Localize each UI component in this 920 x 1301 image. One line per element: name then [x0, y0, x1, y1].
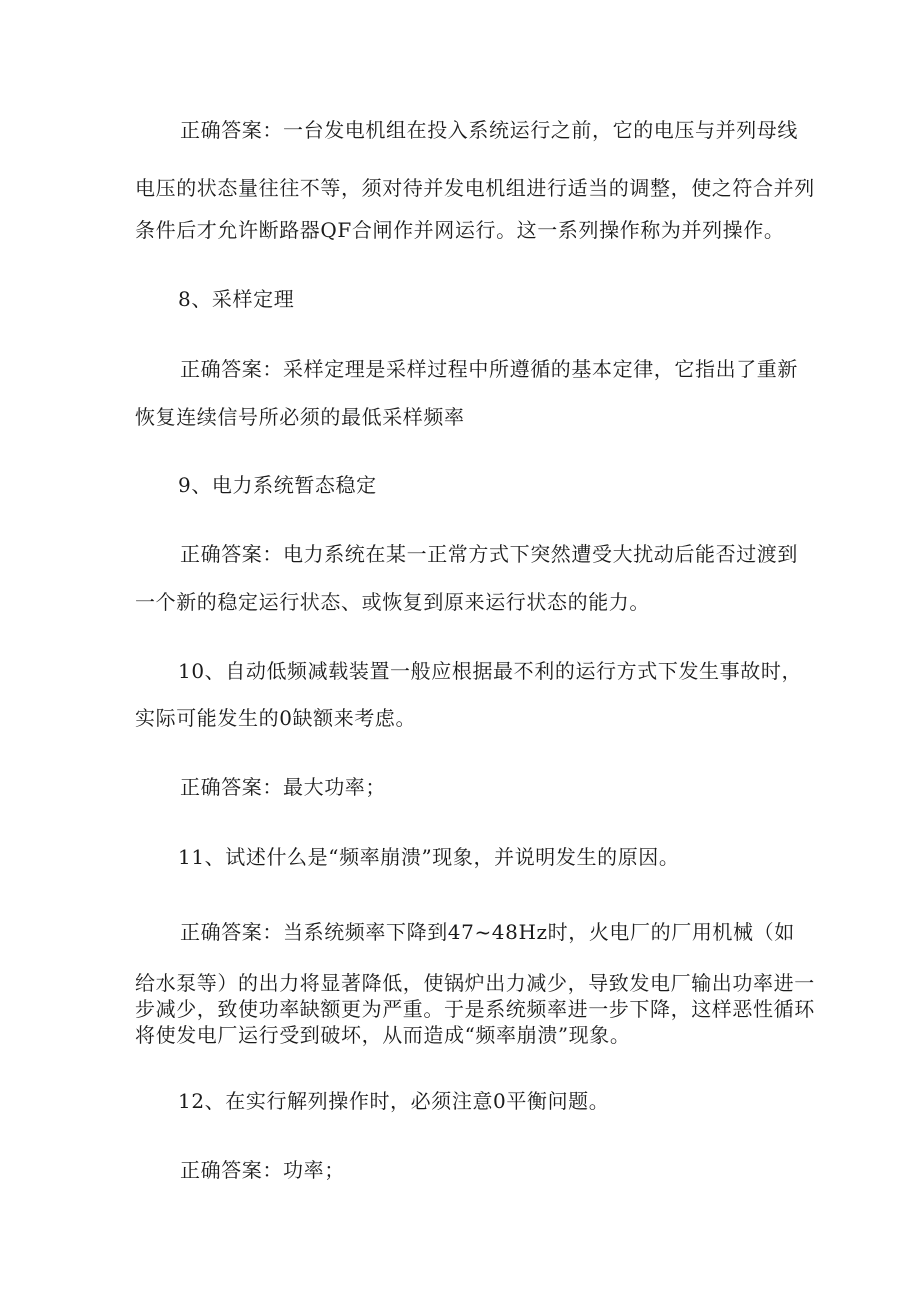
answer-line: 条件后才允许断路器QF合闸作并网运行。这一系列操作称为并列操作。: [135, 218, 785, 242]
answer-line: 正确答案：一台发电机组在投入系统运行之前，它的电压与并列母线: [180, 118, 798, 142]
question-heading: 11、试述什么是“频率崩溃”现象，并说明发生的原因。: [178, 845, 680, 869]
question-heading: 9、电力系统暂态稳定: [178, 473, 377, 497]
answer-line: 正确答案：采样定理是采样过程中所遵循的基本定律，它指出了重新: [180, 357, 798, 381]
answer-line: 正确答案：功率；: [180, 1158, 345, 1182]
answer-line: 电压的状态量往往不等，须对待并发电机组进行适当的调整，使之符合并列: [135, 176, 815, 200]
answer-line: 正确答案：当系统频率下降到47~48Hz时，火电厂的厂用机械（如: [180, 920, 795, 944]
answer-line: 步减少，致使功率缺额更为严重。于是系统频率进一步下降，这样恶性循环: [135, 997, 815, 1021]
answer-line: 一个新的稳定运行状态、或恢复到原来运行状态的能力。: [135, 590, 650, 614]
answer-line: 正确答案：电力系统在某一正常方式下突然遭受大扰动后能否过渡到: [180, 542, 798, 566]
question-heading: 8、采样定理: [178, 287, 295, 311]
answer-line: 给水泵等）的出力将显著降低，使锅炉出力减少，导致发电厂输出功率进一: [135, 971, 815, 995]
answer-line: 将使发电厂运行受到破坏，从而造成“频率崩溃”现象。: [135, 1023, 631, 1047]
question-heading: 12、在实行解列操作时，必须注意0平衡问题。: [178, 1089, 610, 1113]
question-heading: 10、自动低频减载装置一般应根据最不利的运行方式下发生事故时，: [178, 659, 803, 683]
question-line: 实际可能发生的0缺额来考虑。: [135, 706, 417, 730]
answer-line: 恢复连续信号所必须的最低采样频率: [135, 405, 465, 429]
answer-line: 正确答案：最大功率；: [180, 775, 386, 799]
